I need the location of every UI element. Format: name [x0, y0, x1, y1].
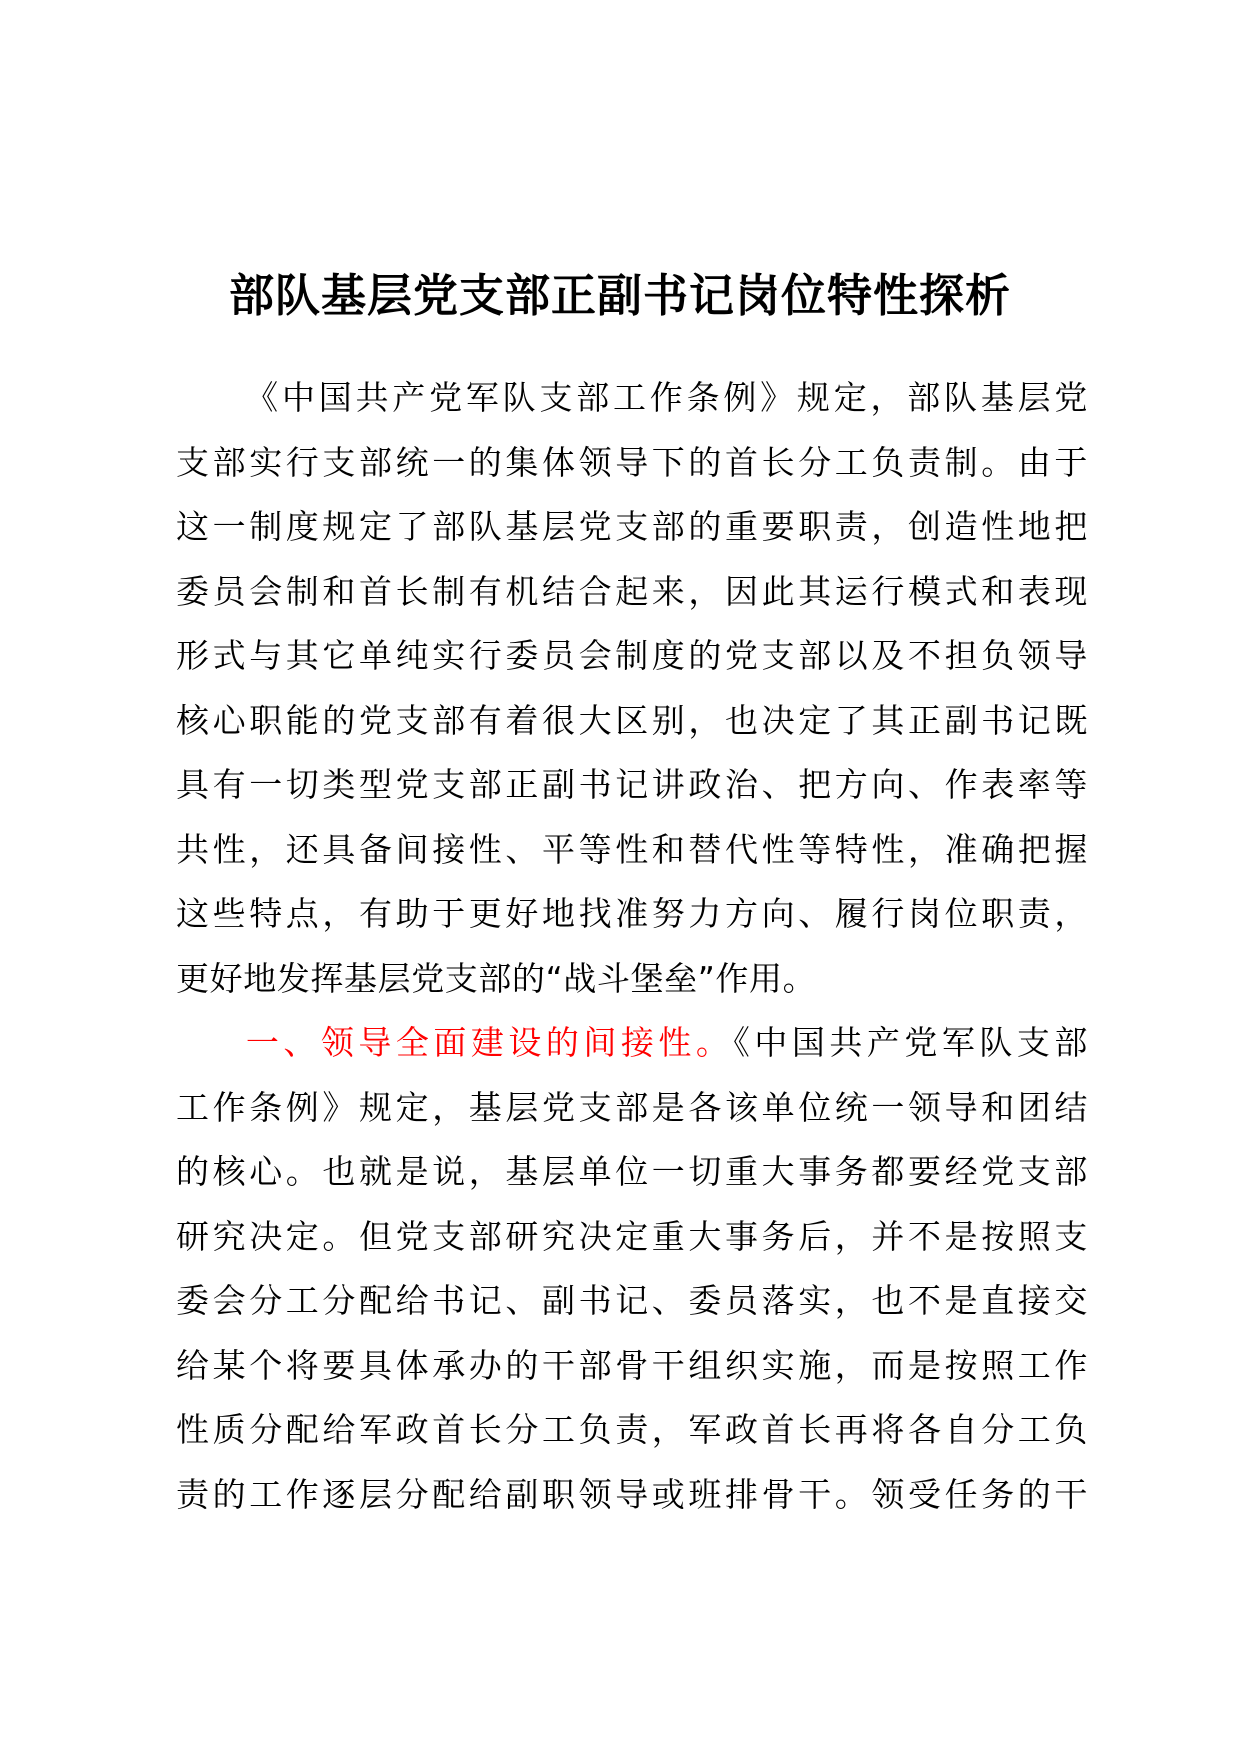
- text-line: 形式与其它单纯实行委员会制度的党支部以及不担负领导: [176, 636, 1088, 675]
- text-line: 核心职能的党支部有着很大区别，也决定了其正副书记既: [176, 700, 1088, 740]
- paragraph-section-1: [176, 1011, 1088, 1527]
- text-line: 支部实行支部统一的集体领导下的首长分工负责制。由于: [176, 442, 1088, 482]
- text-line: 性质分配给军政首长分工负责，军政首长再将各自分工负: [176, 1410, 1088, 1449]
- text-line: 研究决定。但党支部研究决定重大事务后，并不是按照支: [176, 1216, 1088, 1256]
- text-line: [176, 1011, 1088, 1076]
- text-line: 委会分工分配给书记、副书记、委员落实，也不是直接交: [176, 1281, 1088, 1320]
- section-heading: 一、领导全面建设的间接性。: [242, 1023, 734, 1062]
- text-line: 责的工作逐层分配给副职领导或班排骨干。领受任务的干: [176, 1474, 1088, 1514]
- text-line: 的核心。也就是说，基层单位一切重大事务都要经党支部: [176, 1152, 1088, 1191]
- text-line: 委员会制和首长制有机结合起来，因此其运行模式和表现: [176, 571, 1088, 611]
- text-line-content: 《中国共产党军队支部: [733, 1023, 1089, 1062]
- text-line: [176, 366, 1088, 431]
- document-body: [176, 366, 1088, 1527]
- document-title: 部队基层党支部正副书记岗位特性探析: [228, 269, 1011, 322]
- paragraph-intro: [176, 366, 1088, 1011]
- text-line-content: 《中国共产党军队支部工作条例》规定，部队基层党: [242, 378, 1088, 417]
- text-line: 更好地发挥基层党支部的“战斗堡垒”作用。: [176, 958, 817, 998]
- text-line: 共性，还具备间接性、平等性和替代性等特性，准确把握: [176, 829, 1088, 869]
- text-line: 给某个将要具体承办的干部骨干组织实施，而是按照工作: [176, 1345, 1088, 1385]
- text-line: 工作条例》规定，基层党支部是各该单位统一领导和团结: [176, 1087, 1088, 1127]
- text-line: 这一制度规定了部队基层党支部的重要职责，创造性地把: [176, 507, 1088, 546]
- text-line: 这些特点，有助于更好地找准努力方向、履行岗位职责，: [176, 894, 1088, 933]
- text-line: 具有一切类型党支部正副书记讲政治、把方向、作表率等: [176, 765, 1088, 804]
